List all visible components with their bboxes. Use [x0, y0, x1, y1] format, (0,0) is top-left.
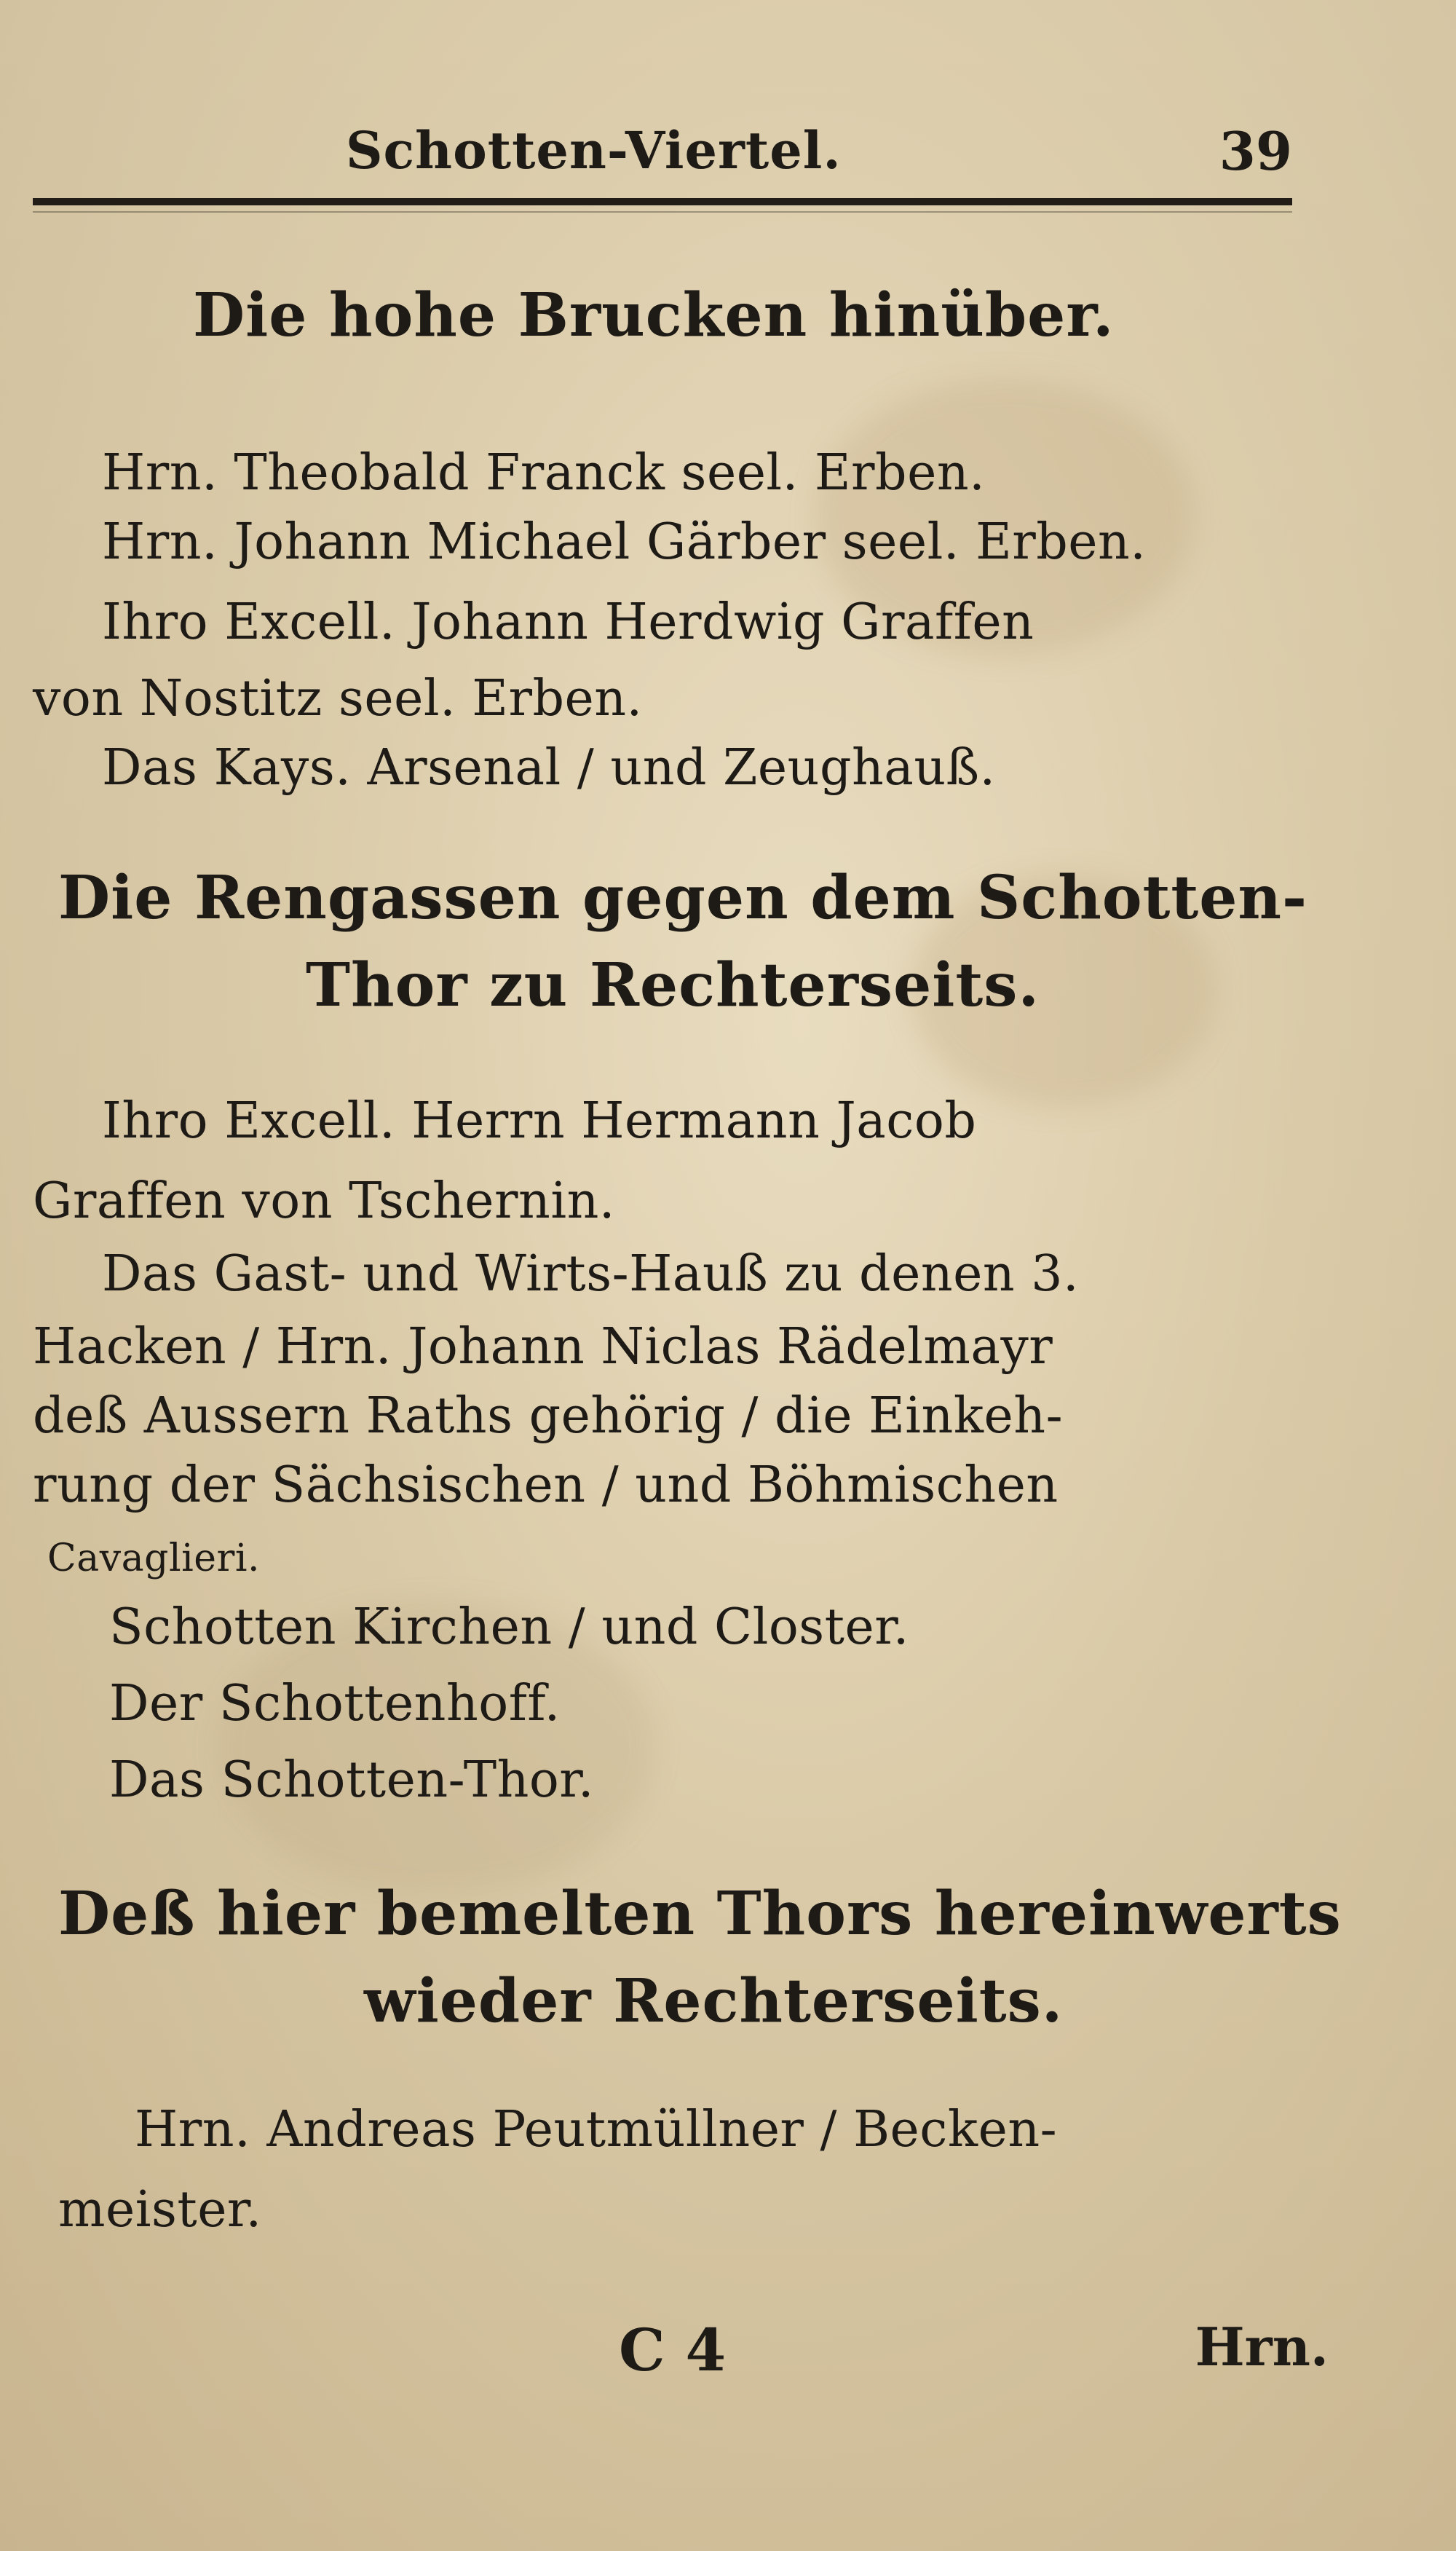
list-item: Schotten Kirchen / und Closter. — [109, 1598, 909, 1656]
signature-mark: C 4 — [619, 2316, 727, 2384]
running-title: Schotten-Viertel. — [346, 120, 842, 181]
list-item: Das Kays. Arsenal / und Zeughauß. — [102, 739, 996, 797]
list-item: Cavaglieri. — [47, 1537, 261, 1580]
header-rule-shadow — [33, 211, 1292, 213]
header-rule — [33, 198, 1292, 205]
list-item: Ihro Excell. Herrn Hermann Jacob — [102, 1092, 977, 1150]
page-header — [33, 120, 1292, 182]
list-item: Hrn. Theobald Franck seel. Erben. — [102, 444, 986, 502]
section-heading-continued: Thor zu Rechterseits. — [306, 950, 1040, 1020]
page-number: 39 — [1219, 120, 1292, 182]
list-item: rung der Sächsischen / und Böhmischen — [33, 1456, 1059, 1514]
catchword: Hrn. — [1195, 2316, 1329, 2378]
list-item: Hacken / Hrn. Johann Niclas Rädelmayr — [33, 1318, 1053, 1376]
list-item: deß Aussern Raths gehörig / die Einkeh- — [33, 1387, 1064, 1445]
list-item: Ihro Excell. Johann Herdwig Graffen — [102, 594, 1034, 651]
list-item: Das Gast- und Wirts-Hauß zu denen 3. — [102, 1245, 1080, 1303]
list-item: Das Schotten-Thor. — [109, 1751, 594, 1809]
section-heading: Die hohe Brucken hinüber. — [193, 280, 1115, 350]
list-item: Hrn. Andreas Peutmüllner / Becken- — [135, 2101, 1058, 2158]
list-item: Der Schottenhoff. — [109, 1675, 561, 1732]
list-item: Graffen von Tschernin. — [33, 1172, 616, 1230]
section-heading: Die Rengassen gegen dem Schotten- — [58, 863, 1308, 933]
section-heading: Deß hier bemelten Thors hereinwerts — [58, 1879, 1342, 1949]
list-item: Hrn. Johann Michael Gärber seel. Erben. — [102, 513, 1147, 571]
list-item: meister. — [58, 2181, 262, 2239]
list-item: von Nostitz seel. Erben. — [33, 670, 643, 728]
section-heading-continued: wieder Rechterseits. — [364, 1966, 1064, 2036]
